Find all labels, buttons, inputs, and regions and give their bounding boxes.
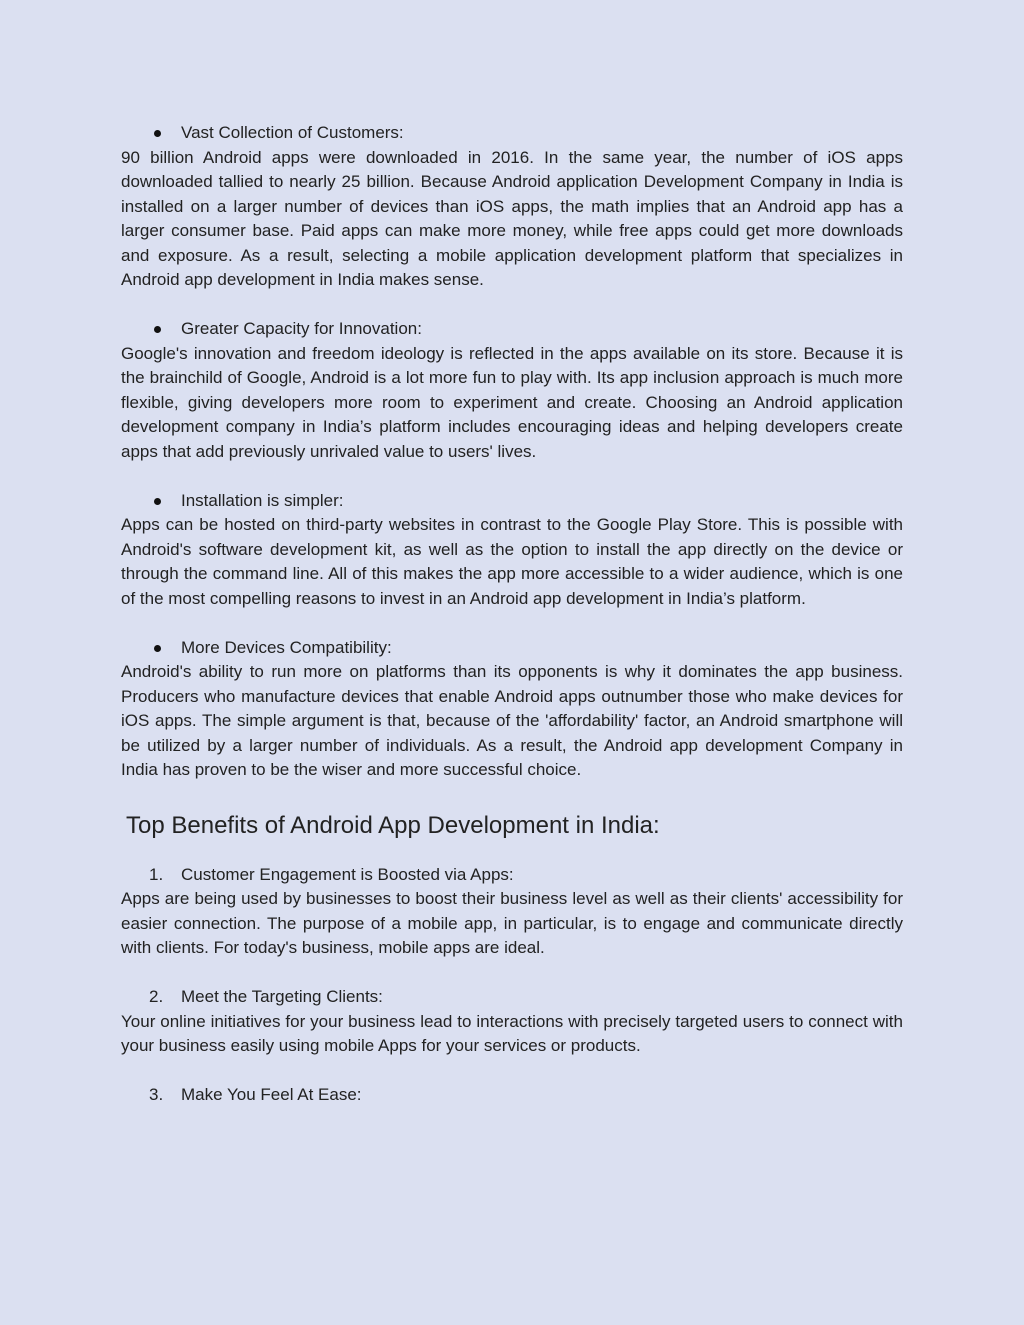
numbered-section: [121, 985, 903, 1059]
numbered-section: [121, 863, 903, 961]
document-content: [121, 121, 903, 1108]
section-paragraph: Apps are being used by businesses to boost their business level as well as their clients' accessibility for easier connection. The purpose of a mobile app, in particular, is to engage and communicate directly with clients. For today's business, mobile apps are ideal.: [121, 889, 903, 957]
numbered-item-heading: [121, 863, 903, 888]
bullet-section: [121, 636, 903, 783]
bullet-heading-text: More Devices Compatibility:: [181, 637, 392, 657]
section-paragraph: Android's ability to run more on platforms than its opponents is why it dominates the app business. Producers who manufacture devices that enable Android apps outnumber those who make devices for iOS apps. The simple argument is that, because of the 'affordability' factor, an Android smartphone will be utilized by a larger number of individuals. As a result, the Android app development Company in India has proven to be the wiser and more successful choice.: [121, 662, 903, 779]
list-number: 1.: [149, 864, 164, 884]
numbered-item-heading: [121, 1083, 903, 1108]
list-number: 3.: [149, 1085, 164, 1104]
bullet-heading-text: Installation is simpler:: [181, 490, 344, 510]
bullet-section: [121, 121, 903, 293]
numbered-heading-text: Make You Feel At Ease:: [181, 1085, 362, 1104]
section-paragraph: 90 billion Android apps were downloaded in 2016. In the same year, the number of iOS apps downloaded tallied to nearly 25 billion. Because Android application Development Company in India is installed on a larger number of devices than iOS apps, the math implies that an Android app has a larger consumer base. Paid apps can make more money, while free apps could get more downloads and exposure. As a result, selecting a mobile application development platform that specializes in Android app development in India makes sense.: [121, 147, 903, 289]
section-paragraph: Google's innovation and freedom ideology is reflected in the apps available on its store. Because it is the brainchild of Google, Android is a lot more fun to play with. Its app inclusion approach is much more flexible, giving developers more room to experiment and create. Choosing an Android application development company in India’s platform includes encouraging ideas and helping developers create apps that add previously unrivaled value to users' lives.: [121, 343, 903, 461]
benefits-heading: Top Benefits of Android App Development in India:: [126, 811, 660, 839]
bullet-item-heading: [121, 317, 903, 342]
numbered-item-heading: [121, 985, 903, 1010]
numbered-heading-text: Meet the Targeting Clients:: [181, 987, 383, 1006]
bullet-heading-text: Vast Collection of Customers:: [181, 123, 404, 142]
bullet-item-heading: [121, 489, 903, 514]
numbered-heading-text: Customer Engagement is Boosted via Apps:: [181, 864, 514, 884]
list-number: 2.: [149, 987, 164, 1006]
section-paragraph: Apps can be hosted on third-party websites in contrast to the Google Play Store. This is possible with Android's software development kit, as well as the option to install the app directly on the device or through the command line. All of this makes the app more accessible to a wider audience, which is one of the most compelling reasons to invest in an Android app development in India’s platform.: [121, 515, 903, 608]
bullet-item-heading: [121, 121, 903, 146]
numbered-section: [121, 1083, 903, 1108]
section-paragraph: Your online initiatives for your business lead to interactions with precisely targeted users to connect with your business easily using mobile Apps for your services or products.: [121, 1011, 903, 1055]
bullet-section: [121, 489, 903, 612]
bullet-heading-text: Greater Capacity for Innovation:: [181, 319, 422, 338]
bullet-item-heading: [121, 636, 903, 661]
bullet-section: [121, 317, 903, 464]
